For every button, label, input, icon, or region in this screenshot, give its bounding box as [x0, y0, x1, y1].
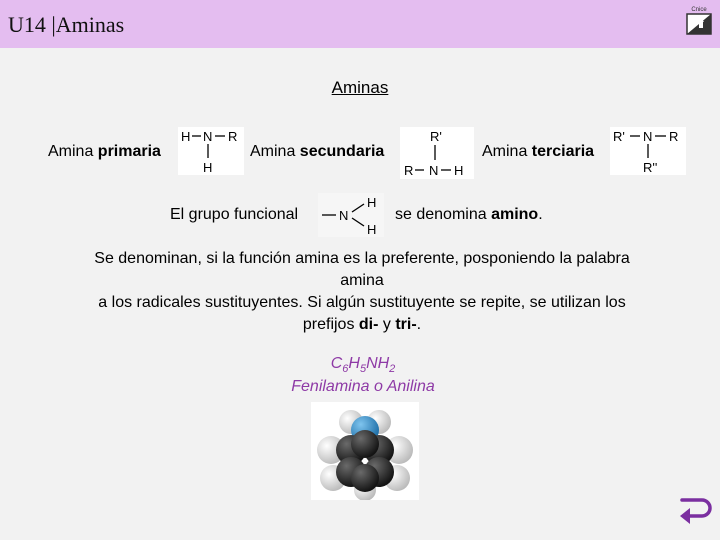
atom-h: H [454, 163, 464, 178]
label-amina-terciaria [482, 143, 594, 161]
prefix-tri: tri- [395, 316, 417, 333]
formula-c: C [330, 355, 343, 372]
atom-r-prime: R' [430, 129, 442, 144]
cnice-logo-icon [684, 4, 714, 36]
amino-suffix: . [538, 206, 543, 223]
text: . [416, 316, 422, 333]
paragraph-line [50, 314, 674, 336]
formula-nh: NH [366, 355, 390, 372]
formula-sub: 6 [342, 363, 349, 376]
secondary-amine-structure [400, 127, 474, 179]
amino-group-structure [318, 193, 384, 237]
tertiary-amine-structure [610, 127, 686, 175]
atom-r-double-prime: R'' [643, 160, 658, 175]
atom-r: R [228, 129, 238, 144]
compound-name: Fenilamina o Anilina [291, 378, 435, 395]
atom-h: H [367, 222, 377, 237]
label-bold: primaria [97, 143, 161, 160]
label-amina-secundaria [250, 143, 384, 161]
atom-h: H [181, 129, 191, 144]
label-amina-primaria [48, 143, 161, 161]
text: prefijos [302, 316, 359, 333]
atom-n: N [643, 129, 653, 144]
atom-n: N [429, 163, 439, 178]
chemical-formula [0, 355, 720, 375]
prefix-di: di- [358, 316, 379, 333]
paragraph-line: a los radicales sustituyentes. Si algún sustituyente se repite, se utilizan los [98, 294, 626, 311]
atom-r-prime: R' [613, 129, 625, 144]
page-title: U14 |Aminas [8, 12, 125, 37]
atom-r: R [404, 163, 414, 178]
atom-h: H [203, 160, 213, 175]
label-bold: secundaria [299, 143, 385, 160]
label-prefix: Amina [250, 143, 300, 160]
atom-h: H [367, 195, 377, 210]
amino-description [395, 206, 543, 224]
return-arrow-icon[interactable] [676, 492, 712, 528]
formula-sub: 5 [359, 363, 367, 376]
atom-r: R [669, 129, 679, 144]
label-prefix: Amina [482, 143, 532, 160]
amino-prefix: se denomina [395, 206, 492, 223]
amino-term: amino [491, 206, 539, 223]
header-bar [0, 0, 720, 48]
label-bold: terciaria [531, 143, 595, 160]
paragraph-line: amina [340, 272, 384, 289]
label-prefix: Amina [48, 143, 98, 160]
formula-sub: 2 [389, 363, 396, 376]
functional-group-text: El grupo funcional [170, 206, 299, 223]
paragraph-line: Se denominan, si la función amina es la preferente, posponiendo la palabra [94, 250, 630, 267]
logo-text: Cnice [691, 7, 707, 13]
text: y [378, 316, 396, 333]
atom-n: N [203, 129, 213, 144]
primary-amine-structure [178, 127, 244, 175]
main-heading: Aminas [331, 78, 389, 97]
aniline-molecule-model [311, 402, 419, 500]
formula-h: H [348, 355, 360, 372]
atom-n: N [339, 208, 349, 223]
naming-rule-paragraph [50, 248, 674, 336]
